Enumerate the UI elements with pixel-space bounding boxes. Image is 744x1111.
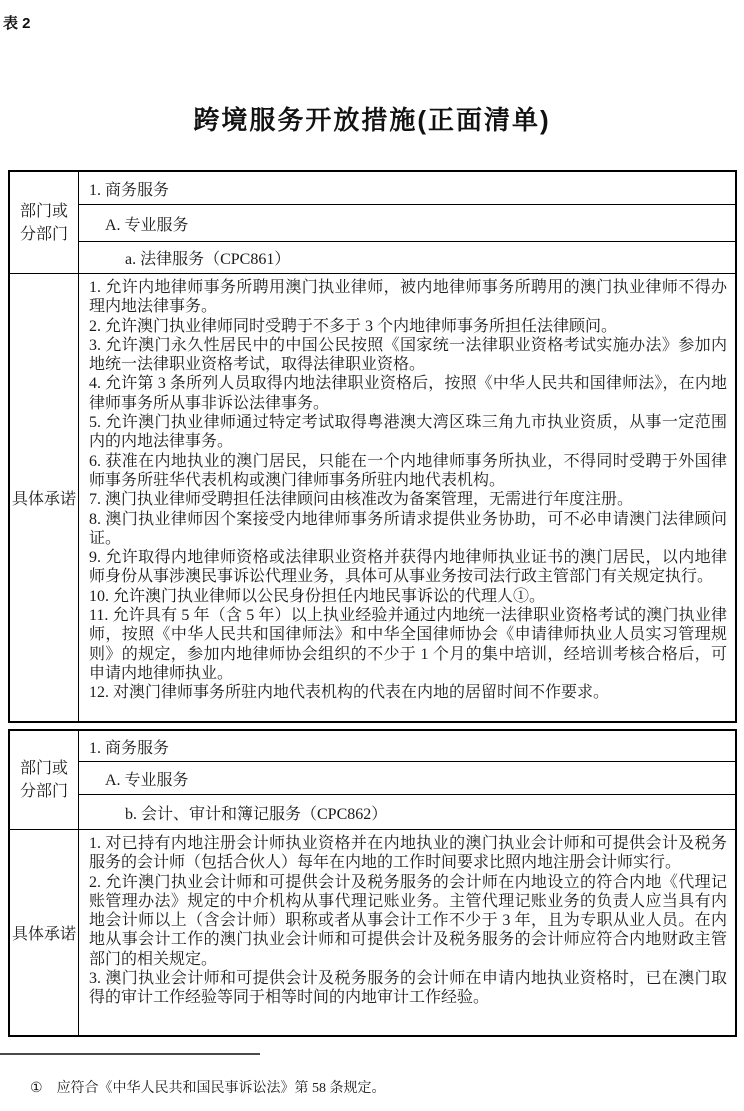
dept-header-line2: 分部门 bbox=[19, 783, 68, 800]
commitment-item: 6. 获准在内地执业的澳门居民，只能在一个内地律师事务所执业，不得同时受聘于外国律师事务所驻华代表机构或澳门律师事务所驻内地代表机构。 bbox=[89, 452, 727, 489]
sector-row-accounting-services bbox=[79, 795, 735, 829]
commitment-item: 7. 澳门执业律师受聘担任法律顾问由核准改为备案管理，无需进行年度注册。 bbox=[89, 491, 634, 509]
commitments-header-label: 具体承诺 bbox=[11, 491, 76, 508]
commitment-item: 11. 允许具有 5 年（含 5 年）以上执业经验并通过内地统一法律职业资格考试的澳门执业律师，按照《中华人民共和国律师法》和中华全国律师协会《申请律师执业人员实习管理规则》的规定，参加内地律师协会组织的不少于 1 个月的集中培训，经培训考核合格后，可申请内地律师执业。 bbox=[89, 607, 727, 682]
dept-header-line1: 部门或 bbox=[19, 760, 68, 777]
footnote-text: 应符合《中华人民共和国民事诉讼法》第 58 条规定。 bbox=[56, 1081, 386, 1096]
commitment-item: 9. 允许取得内地律师资格或法律职业资格并获得内地律师执业证书的澳门居民，以内地律师身份从事涉澳民事诉讼代理业务，具体可从事业务按司法行政主管部门有关规定执行。 bbox=[89, 549, 727, 586]
page-title: 跨境服务开放措施(正面清单) bbox=[193, 105, 551, 135]
table-number-label: 表 2 bbox=[3, 15, 31, 32]
commitment-item: 2. 允许澳门执业会计师和可提供会计及税务服务的会计师在内地设立的符合内地《代理记账管理办法》规定的中介机构从事代理记账业务。主管代理记账业务的负责人应当具有内地会计师以上（含会计师）职称或者从事会计工作不少于 3 年，且为专职从业人员。在内地从事会计工作的澳门执业会计师和可提供会计及税务服务的会计师应符合内地财政主管部门的相关规定。 bbox=[89, 873, 727, 968]
sector-row-label: 1. 商务服务 bbox=[89, 181, 170, 199]
commitments-header-cell bbox=[10, 829, 79, 1035]
sector-row-label: 1. 商务服务 bbox=[89, 739, 170, 757]
commitment-item: 2. 允许澳门执业律师同时受聘于不多于 3 个内地律师事务所担任法律顾问。 bbox=[89, 317, 618, 335]
sector-row-label: a. 法律服务（CPC861） bbox=[125, 251, 291, 268]
commitment-item: 1. 对已持有内地注册会计师执业资格并在内地执业的澳门执业会计师和可提供会计及税务服务的会计师（包括合伙人）每年在内地的工作时间要求比照内地注册会计师实行。 bbox=[89, 835, 727, 872]
sector-row-label: b. 会计、审计和簿记服务（CPC862） bbox=[125, 805, 388, 823]
sector-row-label: A. 专业服务 bbox=[105, 216, 189, 234]
commitments-header-cell bbox=[10, 273, 79, 721]
sector-row-professional-services bbox=[79, 205, 735, 242]
commitments-list bbox=[79, 273, 735, 721]
commitment-item: 3. 澳门执业会计师和可提供会计及税务服务的会计师在申请内地执业资格时，已在澳门取得的审计工作经验等同于相等时间的内地审计工作经验。 bbox=[89, 970, 727, 1007]
dept-header-line2: 分部门 bbox=[19, 225, 68, 243]
commitment-item: 10. 允许澳门执业律师以公民身份担任内地民事诉讼的代理人①。 bbox=[89, 587, 546, 605]
footnote-marker: ① bbox=[30, 1081, 43, 1096]
dept-header-cell bbox=[10, 172, 79, 273]
footnote bbox=[30, 1080, 720, 1098]
commitments-header-label: 具体承诺 bbox=[11, 926, 76, 943]
commitments-list bbox=[79, 829, 735, 1035]
dept-header-cell bbox=[10, 731, 79, 829]
footnote-separator-rule bbox=[0, 1053, 260, 1055]
sector-row-business-services bbox=[79, 172, 735, 205]
sector-row-business-services bbox=[79, 731, 735, 762]
commitment-item: 5. 允许澳门执业律师通过特定考试取得粤港澳大湾区珠三角九市执业资质，从事一定范围内的内地法律事务。 bbox=[89, 414, 727, 451]
sector-row-professional-services bbox=[79, 762, 735, 795]
commitment-item: 3. 允许澳门永久性居民中的中国公民按照《国家统一法律职业资格考试实施办法》参加内地统一法律职业资格考试，取得法律职业资格。 bbox=[89, 336, 727, 374]
sector-row-label: A. 专业服务 bbox=[105, 771, 189, 789]
measures-table-legal-services bbox=[8, 170, 737, 723]
commitment-item: 4. 允许第 3 条所列人员取得内地法律职业资格后，按照《中华人民共和国律师法》，在内地律师事务所从事非诉讼法律事务。 bbox=[89, 375, 727, 412]
commitment-item: 8. 澳门执业律师因个案接受内地律师事务所请求提供业务协助，可不必申请澳门法律顾问证。 bbox=[89, 510, 727, 547]
commitment-item: 1. 允许内地律师事务所聘用澳门执业律师，被内地律师事务所聘用的澳门执业律师不得办理内地法律事务。 bbox=[89, 279, 727, 316]
dept-header-line1: 部门或 bbox=[19, 202, 68, 220]
measures-table-accounting-services bbox=[8, 729, 737, 1037]
commitment-item: 12. 对澳门律师事务所驻内地代表机构的代表在内地的居留时间不作要求。 bbox=[89, 684, 610, 702]
sector-row-legal-services bbox=[79, 242, 735, 273]
